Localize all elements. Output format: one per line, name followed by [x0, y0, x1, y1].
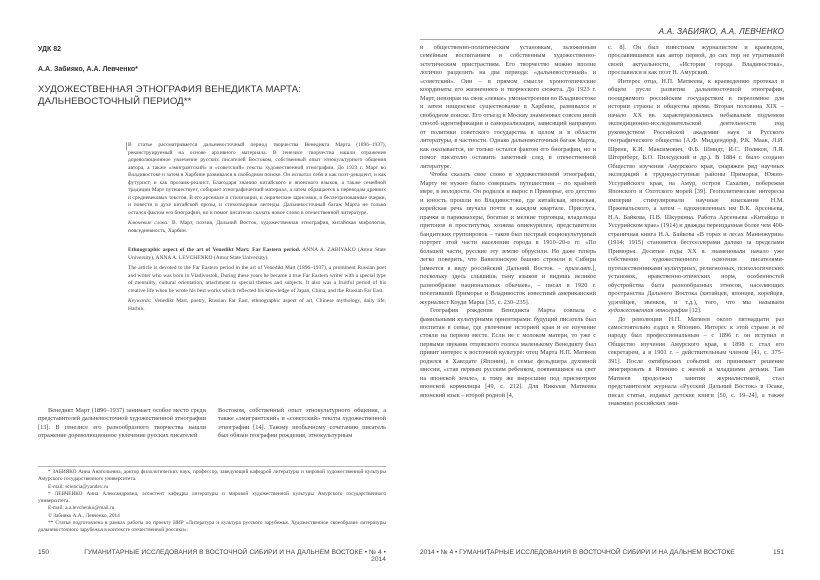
- article-authors: А.А. Забияко, А.А. Левченко*: [38, 66, 138, 73]
- paragraph: До революции Н.П. Матвеев около пятнадцати раз самостоятельно ездил в Японию. Интерес к этой стране и её народу был профессиональным – с 1896 г. он вступил в Общество изучения Амурского края, в 1898 г. стал его секретарем, а в 1901 г. – действительным членом [41, с. 375–391]. После октябрьских событий он принимает решение эмигрировать в Японию с женой и младшими детьми. Там Матвеев продолжил занятия журналистикой, стал представителем журнала «Русский Дальний Восток» в Осаке, писал статьи, издавал детские книги [50, с. 19–24], а также знакомил российских эми-: [608, 315, 784, 408]
- body-column-1: Венедикт Март (1896–1937) занимает особое место среди представителей дальневосточной художественной этнографии [13]. В генезисе его разнообразного творчества нашли отражение дореволюционное увлечение русских писателей: [38, 407, 206, 439]
- paragraph: Чтобы сказать свое слово в художественной этнографии, Марту не нужно было совершать путешествия – по крайней мере, в молодости. Он родился и вырос в Приморье, его детство и юность прошли во Владивостоке, где китайская, японская, корейская речь звучала почти в каждом квартале. Прислуга, прачки и парикмахеры, богатые и мелкие торговцы, владельцы притонов и проститутки, хозяева опиекурилен, представители бандитских группировок – таков был пестрый социокультурный портрет этой части населения города в 1910–20-е гг. «По большей части, русские эту землю обрусили. Но даже теперь легко поверить, что Вавилонскую башню строили в Сибири [имеется в виду российский Дальний Восток. – прим.авт.], поскольку здесь слышишь тьму языков и видишь великое разнообразие национальных обычаев», – писал в 1920 г. посетивший Приморье и Владивосток известный американский журналист Коуди Марш [35, с. 230–235].: [420, 171, 596, 306]
- abstract-ru: В статье рассматривается дальневосточный период творчества Венедикта Марта (1896–1937), реконструируемый на основе архивного материала. В генезисе творчества нашли отражение дореволюционное увлечение русских писателей Востоком, собственный опыт этнокультурного общения автора, а также «эмигрантский» и «советский» тексты художественной этнографии. До 1923 г. Март во Владивостоке и затем в Харбине развивался в свободном поиске. Он испытал себя и как поэт-декадент, и как футурист, и как прозаик-реалист. Благодаря знанию китайского и японского языков, а также семейной традиции Март путешествует, собирает этнографический материал, а затем обращается к переводам древних и средневековых текстов. В его арсенале и стилизации, и лирические зарисовки, и беллетризованные очерки, и повести в духе китайской прозы, и стихотворные легенды. Дальневосточный багаж Марта не только остался фактом его биографии, но и помог писателю сказать новое слово в отечественной литературе.: [128, 142, 386, 216]
- paragraph: География рождения Венедикта Марта совпала с фамильными культурными ориентирами: будущий писатель был воспитан в семье, где увлечение историей края и ее изучение стояли на первом месте. Если не с молоком матери, то уже с первыми звуками отцовского голоса маленькому Венедикту был привит интерес к восточной культуре: отец Марта Н.П. Матвеев родился в Хакодате (Япония), в семье фельдшера духовной миссии, «став первым русским ребенком, появившимся на свет на японской земле», к тому же выросшим под присмотром японской кормилицы [49, с. 212]. Для Николая Матвеева японский язык – второй родной [4,: [420, 307, 596, 399]
- journal-name: 2014 • № 4 • ГУМАНИТАРНЫЕ ИССЛЕДОВАНИЯ В ВОСТОЧНОЙ СИБИРИ И НА ДАЛЬНЕМ ВОСТОКЕ: [420, 549, 735, 556]
- page-number: 150: [38, 549, 50, 556]
- body-column-2: Востоком, собственный опыт этнокультурного общения, а также «эмигрантский» и «советский» тексты художественной этнографии [14]. Такому необычному сочетанию писатель был обязан географии рождения, этнокультурным: [218, 407, 386, 439]
- right-page: [410, 0, 820, 580]
- footnote-email-1[interactable]: E-mail: sciencia@yandex.ru: [48, 483, 109, 490]
- footnote-project: ** Статья подготовлена в рамках работы по проекту НИР «Литература и культура русского зарубежья. Художественное своеобразие литературы дальневосточного зарубежья в контексте отечественной россики».: [38, 520, 386, 534]
- footnote-divider: [38, 466, 386, 467]
- journal-name: ГУМАНИТАРНЫЕ ИССЛЕДОВАНИЯ В ВОСТОЧНОЙ СИБИРИ И НА ДАЛЬНЕМ ВОСТОКЕ • № 4 • 2014: [84, 549, 386, 563]
- abstract-en-title: Ethnographic aspect of the art of Venedikt Mart: Far Eastern period.: [128, 247, 301, 253]
- keywords-ru: [128, 220, 386, 235]
- footnote-copyright: © Забияко А.А., Левченко, 2014: [48, 512, 120, 519]
- keywords-en: [128, 298, 386, 313]
- page-number: 151: [772, 549, 784, 556]
- right-column-1: [420, 44, 596, 409]
- keywords-ru-text: В. Март, поэзия, Дальний Восток, художественная этнография, китайская мифология, повседневность, Харбин.: [128, 220, 386, 234]
- body-columns: [38, 407, 386, 440]
- right-body-columns: [420, 44, 784, 409]
- left-page-footer: [38, 549, 386, 563]
- footnote-email-2[interactable]: E-mail: a.a.levchenko@mail.ru: [48, 505, 115, 512]
- running-head: А.А. ЗАБИЯКО, А.А. ЛЕВЧЕНКО: [658, 27, 784, 36]
- keywords-ru-label: Ключевые слова:: [128, 220, 170, 226]
- udk-code: УДК 82: [38, 46, 61, 53]
- keywords-en-text: Venedikt Mart, poetry, Russian Far East, ethnographic aspect of art, Chinese mythology, daily life, Harbin.: [128, 298, 386, 312]
- right-column-2: [608, 44, 784, 409]
- abstract-marker: [126, 142, 127, 150]
- article-title: ХУДОЖЕСТВЕННАЯ ЭТНОГРАФИЯ ВЕНЕДИКТА МАРТА: ДАЛЬНЕВОСТОЧНЫЙ ПЕРИОД**: [38, 84, 302, 107]
- right-page-footer: [420, 549, 784, 556]
- footnotes: [38, 469, 386, 535]
- paragraph: с. 8]. Он был известным журналистом и краеведом, прославившимся как автор первой, до сих пор не утратившей своей актуальности, «Истории города Владивостока», прославился и как поэт Н. Амурский.: [608, 44, 784, 77]
- author-note: прим.авт.: [565, 264, 593, 272]
- footnote-author-1: * ЗАБИЯКО Анна Анатольевна, доктор филологических наук, профессор, заведующий кафедрой литературы и мировой художественной культуры Амурского государственного университета.: [38, 469, 386, 483]
- paragraph: Интерес отца, Н.П. Матвеева, к краеведению протекал в общем русле развития дальневосточной этнографии, поощряемого российским государством в переломное для истории страны и общества время. Вторая половина XIX – начало XX вв. характеризовались небывалым подъемом экспедиционно-исследовательской деятельности под руководством Российской академии наук и Русского географического общества (А.Ф. Миддендорф, Р.К. Маак, Л.И. Шренк, К.И. Максимович, Ф.Б. Шмидт, И.С. Поляков, Л.Я. Штернберг, Б.О. Пилсудский и др.). В 1884 г. было создано Общество изучения Амурского края, снаряжен ряд научных экспедиций в труднодоступные районы Приморья, Южно-Уссурийского края, на Амур, остров Сахалин, побережья Японского и Охотского морей [39]. Геополитические интересы империи стимулировали научные изыскания Н.М. Пржевальского, а затем – вдохновленных им В.К. Арсеньева, Н.А. Байкова, П.В. Шкуркина. Работа Арсеньева «Китайцы в Уссурийском крае» (1914) и дважды переизданная более чем 400-страничная книга Н.А. Байкова «В горах и лесах Маньчжурии» (1914; 1915) становятся бестселлерами далеко за пределами Приморья. Десятые годы XX в. знаменовали начало уже собственно художественного освоения писателями-путешественниками культурных, религиозных, психологических установок, нравственно-этических норм, особенностей обустройства быта разнообразных этносов, населяющих пространства Дальнего Востока (китайцев, японцев, корейцев, удэгейцев, эвенков, и т.д.), того, что мы называем художественная этнография [12].: [608, 77, 784, 315]
- emphasis-term: художественная этнография: [608, 307, 688, 315]
- header-divider: [420, 39, 784, 40]
- abstract-en-heading: [128, 247, 386, 262]
- paragraph: и общественно-политическим установкам, заложенным семейным воспитанием и собственным художественно-эстетическим пристрастиям. Его творчество можно вполне логично разделить на два периода: «дальневосточный» и «советский». Они – в прямом смысле хронотопические координаты его жизненного и творческого сюжета. До 1923 г. Март, невзирая на свои «левые» умонастроения во Владивостоке и затем нищенское существование в Харбине, развивался в свободном поиске. Его отъезд в Москву знаменовал совсем иной способ идентификации и самореализации, зависящий напрямую от политики советского государства в целом и в области литературы, в частности. Однако дальневосточный багаж Марта, как оказывается, не только остался фактом его биографии, но и помог писателю оставить заметный след в отечественной литературе.: [420, 44, 596, 170]
- abstract-en-authors: ANNA A. ZABIYAKO (Amur State University), ANNA A. LEVCHENKO (Amur State University).: [128, 247, 386, 261]
- footnote-author-2: * ЛЕВЧЕНКО Анна Александровна, ассистент кафедры литературы и мировой художественной культуры Амурского государственного университета.: [38, 490, 386, 505]
- abstract-block: [128, 142, 386, 313]
- abstract-en: The article is devoted to the Far Eastern period in the art of Venedikt Mart (1896–1937), a prominent Russian poet and writer who was born in Vladivostok. During these years he became a true Far Eastern writer with a special type of mentality, cultural orientation, attachment to special themes and subjects. It also was a fruitful period of his creative life when he wrote his best works which reflected his knowledge of Japan, China, and the Russian Far East.: [128, 265, 386, 294]
- keywords-en-label: Keywords:: [128, 298, 152, 304]
